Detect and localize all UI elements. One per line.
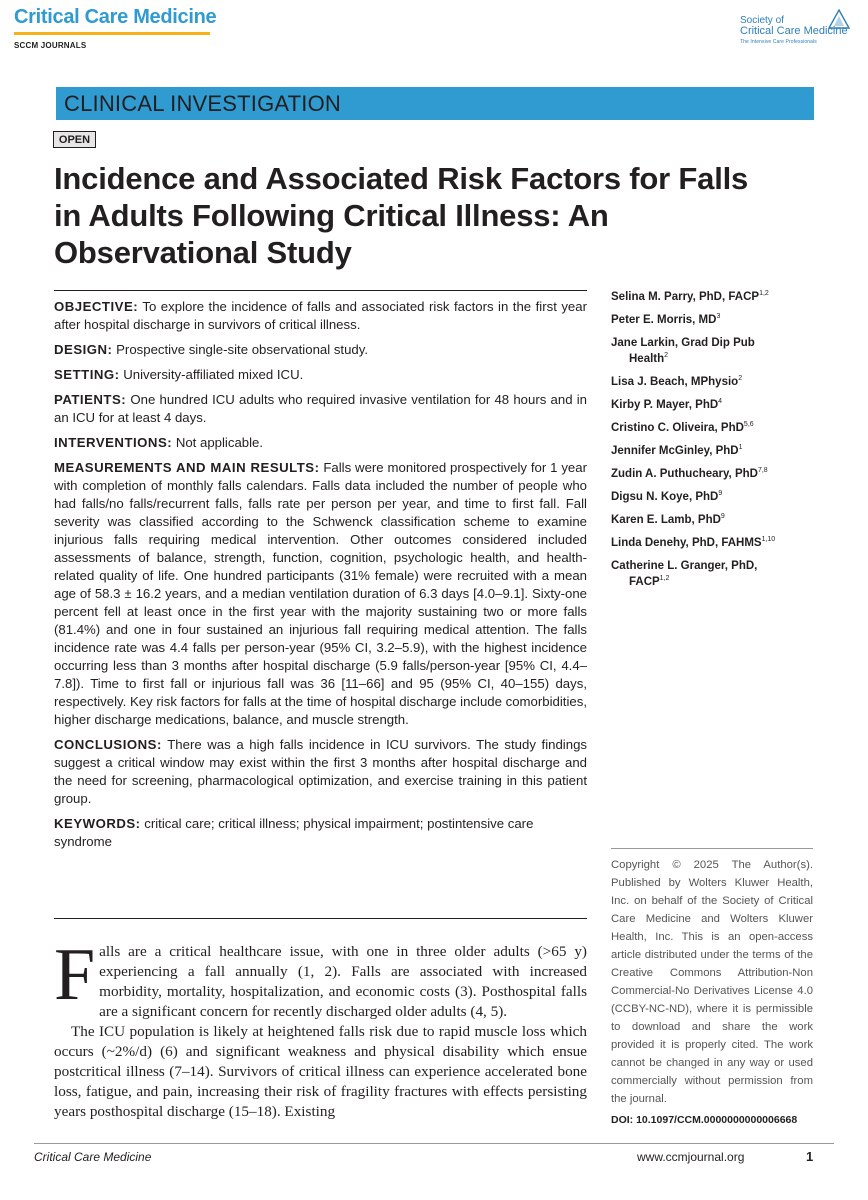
author-name: Jane Larkin, Grad Dip Pub	[611, 337, 755, 349]
footer-rule	[34, 1143, 834, 1144]
society-name: Critical Care Medicine	[740, 25, 848, 37]
author-name: Lisa J. Beach, MPhysio	[611, 376, 739, 388]
society-logo[interactable]	[740, 15, 856, 48]
author-affiliation: 5,6	[743, 421, 754, 429]
abstract-objective	[54, 298, 587, 334]
author-item[interactable]	[611, 397, 821, 413]
abstract-design	[54, 341, 587, 359]
author-item[interactable]	[611, 374, 821, 390]
interventions-label: INTERVENTIONS:	[54, 435, 173, 450]
keywords-text: critical care; critical illness; physical impairment; postintensive care syndrome	[54, 816, 534, 849]
keywords-label: KEYWORDS:	[54, 816, 141, 831]
abstract-setting	[54, 366, 587, 384]
measurements-label: MEASUREMENTS AND MAIN RESULTS:	[54, 460, 320, 475]
author-name-continued: FACP	[629, 576, 660, 588]
abstract-keywords	[54, 815, 587, 851]
paragraph-1-text: alls are a critical healthcare issue, with one in three older adults (>65 y) experiencing a fall annually (1, 2). Falls are associated with increased morbidity, mortality, hospitalization, and economic costs (3). Posthospital falls are a significant concern for recently discharged older adults (4, 5).	[99, 943, 587, 1020]
setting-label: SETTING:	[54, 367, 120, 382]
copyright-rule	[611, 848, 813, 849]
author-affiliation: 2	[738, 375, 743, 383]
setting-text: University-affiliated mixed ICU.	[123, 367, 304, 382]
author-item[interactable]	[611, 535, 821, 551]
objective-label: OBJECTIVE:	[54, 299, 139, 314]
author-name-continued: Health	[629, 353, 665, 365]
interventions-text: Not applicable.	[175, 435, 264, 450]
abstract-bottom-rule	[54, 918, 587, 919]
author-list	[611, 289, 821, 597]
measurements-text: Falls were monitored prospectively for 1 year with completion of monthly falls calendars. Falls data included the number of people who had falls/no falls/recurrent falls, falls rate per person per year, and time to first fall. Fall severity was classified according to the Schwenck classification scheme to examine injurious falls requiring medical intervention. Other outcomes considered included assessments of balance, strength, function, cognition, psychologic health, and health-related quality of life. One hundred participants (31% female) were recruited with a mean age of 58.3 ± 16.2 years, and a median ventilation duration of 6.3 days [4.0–9.1]. Sixty-one percent fell at least once in the first year with the majority sustaining two or more falls (81.4%) and one in four sustained an injurious fall requiring medical attention. The falls incidence rate was 4.4 falls per person-year (95% CI, 3.2–5.9), with the highest incidence occurring less than 3 months after hospital discharge (5.9 falls/person-year [95% CI, 4.4–7.8]). Time to first fall or injurious fall was 36 [11–66] and 95 (95% CI, 40–155) days, respectively. Key risk factors for falls at the time of hospital discharge include comorbidities, higher discharge medications, balance, and muscle strength.	[54, 460, 587, 727]
author-affiliation: 9	[718, 490, 723, 498]
conclusions-label: CONCLUSIONS:	[54, 737, 162, 752]
abstract-interventions	[54, 434, 587, 452]
author-name: Catherine L. Granger, PhD,	[611, 560, 758, 572]
author-name: Cristino C. Oliveira, PhD	[611, 422, 744, 434]
abstract-conclusions	[54, 736, 587, 808]
author-item[interactable]	[611, 289, 821, 305]
open-access-badge: OPEN	[53, 131, 96, 148]
author-name: Peter E. Morris, MD	[611, 314, 717, 326]
author-name: Digsu N. Koye, PhD	[611, 491, 719, 503]
journal-title-rule	[14, 32, 210, 35]
society-of-text: Society of	[740, 15, 784, 26]
author-name: Selina M. Parry, PhD, FACP	[611, 291, 760, 303]
author-item[interactable]	[611, 335, 821, 367]
body-paragraph-2: The ICU population is likely at heightened falls risk due to rapid muscle loss which occurs (~2%/d) (6) and significant weakness and physical disability which ensue postcritical illness (7–14). Survivors of critical illness can experience accelerated bone loss, fatigue, and pain, increasing their risk of fragility fractures with effects persisting years posthospital discharge (15–18). Existing	[54, 1023, 587, 1120]
author-affiliation: 4	[718, 398, 723, 406]
abstract-patients	[54, 391, 587, 427]
article-title: Incidence and Associated Risk Factors for Falls in Adults Following Critical Illness: An Observational Study	[54, 161, 749, 270]
footer-url-link[interactable]: www.ccmjournal.org	[637, 1150, 745, 1164]
section-label: CLINICAL INVESTIGATION	[64, 91, 342, 116]
author-affiliation: 9	[720, 513, 725, 521]
patients-label: PATIENTS:	[54, 392, 127, 407]
author-affiliation: 7,8	[757, 467, 768, 475]
drop-cap: F	[54, 934, 96, 1016]
author-name: Linda Denehy, PhD, FAHMS	[611, 537, 762, 549]
author-affiliation: 1,2	[759, 290, 769, 298]
author-name: Karen E. Lamb, PhD	[611, 514, 721, 526]
author-name: Zudin A. Puthucheary, PhD	[611, 468, 758, 480]
author-affiliation: 3	[716, 313, 721, 321]
conclusions-text: There was a high falls incidence in ICU survivors. The study findings suggest a critical window may exist within the first 3 months after hospital discharge and the need for screening, pharmacological optimization, and exercise training in this patient group.	[54, 737, 587, 806]
footer-journal-name: Critical Care Medicine	[34, 1150, 152, 1164]
author-item[interactable]	[611, 512, 821, 528]
author-affiliation: 2	[664, 352, 669, 360]
author-name: Jennifer McGinley, PhD	[611, 445, 739, 457]
author-affiliation: 1	[738, 444, 743, 452]
author-item[interactable]	[611, 558, 821, 590]
author-item[interactable]	[611, 420, 821, 436]
journal-title[interactable]: Critical Care Medicine	[14, 6, 217, 28]
body-paragraph-1	[54, 934, 587, 1022]
copyright-notice: Copyright © 2025 The Author(s). Published by Wolters Kluwer Health, Inc. on behalf of the Society of Critical Care Medicine and Wolters Kluwer Health, Inc. This is an open-access article distributed under the terms of the Creative Commons Attribution-Non Commercial-No Derivatives License 4.0 (CCBY-NC-ND), where it is permissible to download and share the work provided it is properly cited. The work cannot be changed in any way or used commercially without permission from the journal.	[611, 859, 813, 1105]
journal-subtitle: SCCM JOURNALS	[14, 41, 87, 50]
abstract-top-rule	[54, 290, 587, 291]
objective-text: To explore the incidence of falls and associated risk factors in the first year after hospital discharge in survivors of critical illness.	[54, 299, 587, 332]
author-name: Kirby P. Mayer, PhD	[611, 399, 719, 411]
abstract-measurements	[54, 459, 587, 729]
page-number: 1	[806, 1149, 814, 1164]
author-item[interactable]	[611, 443, 821, 459]
patients-text: One hundred ICU adults who required invasive ventilation for 48 hours and in an ICU for at least 4 days.	[54, 392, 588, 425]
author-affiliation: 1,2	[659, 575, 670, 583]
author-item[interactable]	[611, 312, 821, 328]
author-affiliation: 1,10	[761, 536, 776, 544]
author-item[interactable]	[611, 466, 821, 482]
body-text	[54, 934, 587, 1122]
design-text: Prospective single-site observational study.	[116, 342, 369, 357]
doi-link[interactable]: DOI: 10.1097/CCM.0000000000006668	[611, 1114, 798, 1126]
society-tagline: The Intensive Care Professionals	[740, 39, 817, 45]
abstract	[54, 298, 587, 858]
author-item[interactable]	[611, 489, 821, 505]
design-label: DESIGN:	[54, 342, 113, 357]
